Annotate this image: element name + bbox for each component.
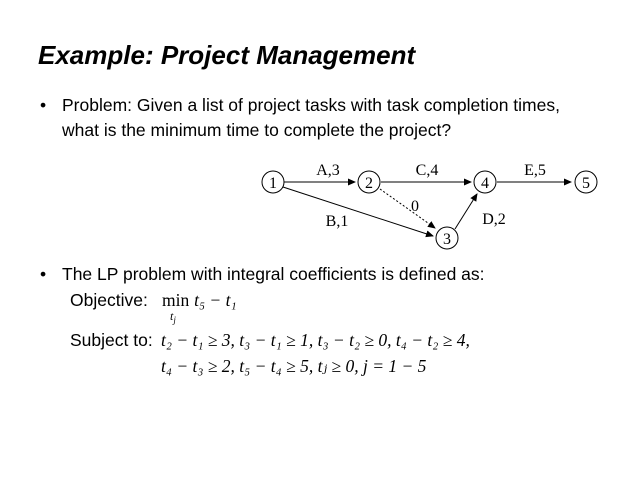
node-label: 2 <box>365 175 373 192</box>
node-label: 3 <box>443 231 451 248</box>
edge-label: C,4 <box>415 162 439 179</box>
project-network-diagram <box>255 158 615 253</box>
objective-expr: t₅ − t₁ <box>194 290 237 310</box>
objective-expression <box>162 290 237 311</box>
min-subscript-index: j <box>173 315 176 325</box>
edge-2-3-dummy <box>380 189 435 228</box>
objective-label: Objective: <box>70 290 148 310</box>
edge-label: B,1 <box>325 213 349 230</box>
edge-3-4 <box>455 194 477 229</box>
min-subscript <box>170 309 176 324</box>
bullet-marker: • <box>40 95 47 115</box>
node-label: 1 <box>269 175 277 192</box>
edge-label: A,3 <box>316 162 340 179</box>
edge-label: 0 <box>411 198 419 215</box>
slide-title: Example: Project Management <box>38 40 416 70</box>
bullet-line: Problem: Given a list of project tasks with task completion times, <box>62 95 560 115</box>
min-subscript-var: t <box>170 309 174 323</box>
min-operator: min <box>162 290 190 310</box>
bullet-line: The LP problem with integral coefficients is defined as: <box>62 264 485 284</box>
edge-label: E,5 <box>524 162 546 179</box>
node-label: 5 <box>582 175 590 192</box>
node-label: 4 <box>481 175 489 192</box>
bullet-line: what is the minimum time to complete the project? <box>62 120 452 140</box>
constraints-label: Subject to: <box>70 330 153 350</box>
edge-label: D,2 <box>482 211 506 228</box>
constraint-line-2: t₄ − t₃ ≥ 2, t₅ − t₄ ≥ 5, tⱼ ≥ 0, j = 1 − 5 <box>161 356 427 376</box>
bullet-marker: • <box>40 264 47 284</box>
constraint-line-1: t₂ − t₁ ≥ 3, t₃ − t₁ ≥ 1, t₃ − t₂ ≥ 0, t₄ − t₂ ≥ 4, <box>161 330 470 350</box>
